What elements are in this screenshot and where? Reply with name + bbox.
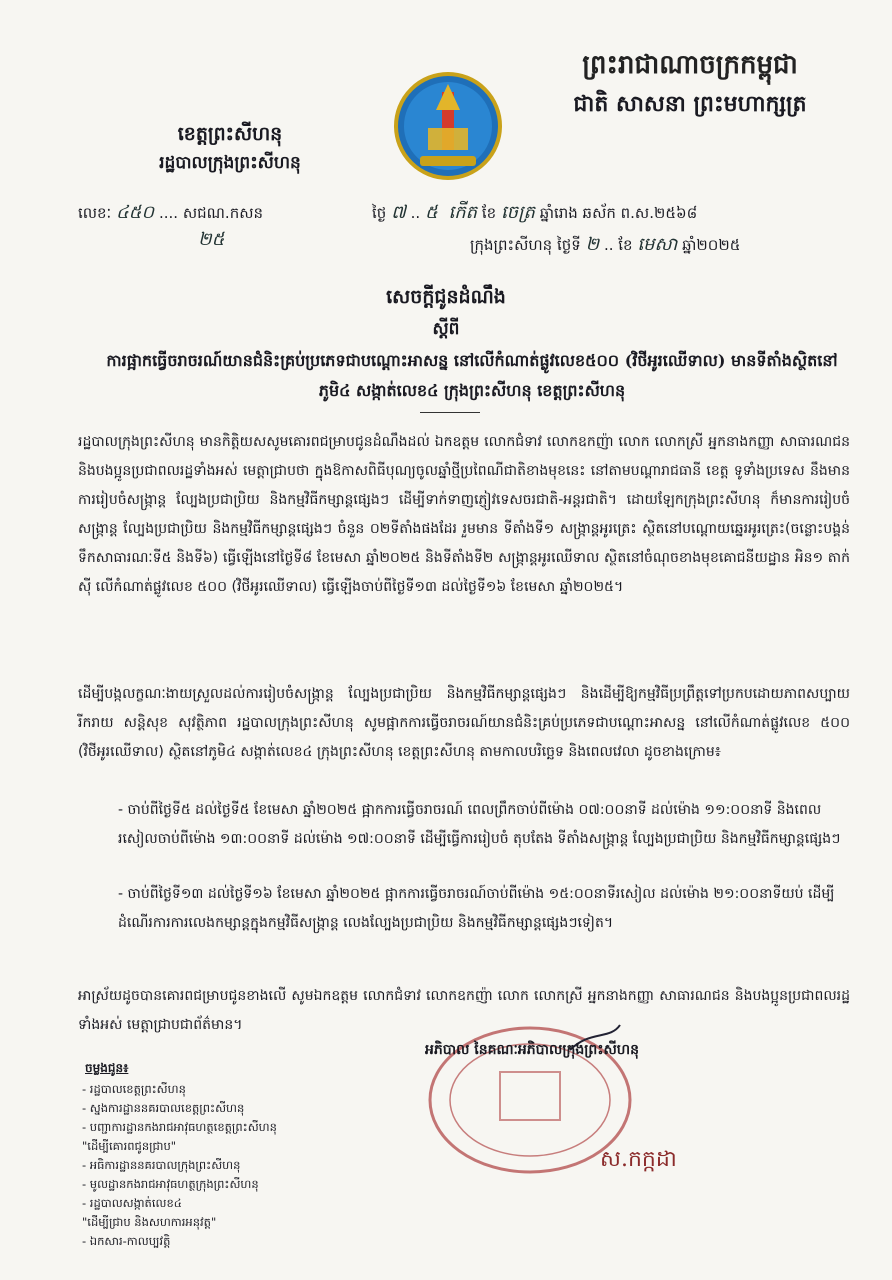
list-item: - រដ្ឋបាលសង្កាត់លេខ៤: [82, 1196, 182, 1210]
lunar-day: ៧: [391, 202, 406, 223]
paragraph-1: រដ្ឋបាលក្រុងព្រះសីហនុ មានកិត្តិយសសូមគោរពជម្រាបជូនដំណឹងដល់ ឯកឧត្តម លោកជំទាវ លោកឧកញ៉ា លោក លោកស្រី អ្នកនាងកញ្ញា សាធារណជន និងបងប្អូនប្រជាពលរដ្ឋទាំងអស់ មេត្តាជ្រាបថា ក្នុងឱកាសពិធីបុណ្យចូលឆ្នាំថ្មីប្រពៃណីជាតិខាងមុខនេះ នៅតាមបណ្តារាជធានី ខេត្ត ទូទាំងប្រទេស នឹងមានការរៀបចំសង្ក្រាន្ត ល្បែងប្រជាប្រិយ និងកម្មវិធីកម្សាន្តផ្សេងៗ ដើម្បីទាក់ទាញភ្ញៀវទេសចរជាតិ-អន្តរជាតិ។ ដោយឡែកក្រុងព្រះសីហនុ ក៏មានការរៀបចំសង្ក្រាន្ត ល្បែងប្រជាប្រិយ និងកម្មវិធីកម្សាន្តផ្សេងៗ ចំនួន ០២ទីតាំងផងដែរ រួមមាន ទីតាំងទី១ សង្ក្រាន្តអូរត្រេះ ស្ថិតនៅបណ្តោយឆ្នេរអូរត្រេះ(ចន្លោះបង្គន់ទឹកសាធារណៈទី៥ និងទី៦) ធ្វើឡើងនៅថ្ងៃទី៨ ខែមេសា ឆ្នាំ២០២៥ និងទីតាំងទី២ សង្ក្រាន្តអូរឈើទាល ស្ថិតនៅចំណុចខាងមុខគោជនីយដ្ឋាន អិន១ តាក់ស៊ី លើកំណាត់ផ្លូវលេខ ៥០០ (វិថីអូរឈើទាល) ធ្វើឡើងចាប់ពីថ្ងៃទី១៣ ដល់ថ្ងៃទី១៦ ខែមេសា ឆ្នាំ២០២៥។: [78, 434, 850, 595]
city-month-label: ខែ: [618, 236, 633, 254]
bullet-1: - ចាប់ពីថ្ងៃទី៥ ដល់ថ្ងៃទី៥ ខែមេសា ឆ្នាំ២០២៥ ផ្អាកការធ្វើចរាចរណ៍ ពេលព្រឹកចាប់ពីម៉ោង ០៧:០០នាទី ដល់ម៉ោង ១១:០០នាទី និងពេលរសៀលចាប់ពីម៉ោង ១៣:០០នាទី ដល់ម៉ោង ១៧:០០នាទី ដើម្បីធ្វើការរៀបចំ តុបតែង ទីតាំងសង្ក្រាន្ត ល្បែងប្រជាប្រិយ និងកម្មវិធីកម្សាន្តផ្សេងៗ: [118, 802, 841, 847]
list-item: "ដើម្បីជ្រាប និងសហការអនុវត្ត": [82, 1215, 217, 1229]
list-item: - អធិការដ្ឋាននគរបាលក្រុងព្រះសីហនុ: [82, 1158, 241, 1172]
list-item: - ស្នងការដ្ឋាននគរបាលខេត្តព្រះសីហនុ: [82, 1101, 245, 1115]
emblem-icon: [392, 70, 504, 182]
kingdom-heading: ព្រះរាជាណាចក្រកម្ពុជា: [582, 50, 798, 80]
subject-label: ស្តីពី: [432, 319, 460, 339]
province-heading: ខេត្តព្រះសីហនុ: [177, 123, 283, 145]
title-divider: [420, 412, 480, 413]
ref-number: ៤៥០: [115, 202, 155, 223]
signatory-title: អភិបាល នៃគណៈអភិបាលក្រុងព្រះសីហនុ: [425, 1042, 640, 1058]
ref-label: លេខៈ: [78, 204, 112, 222]
lunar-date-line: ថ្ងៃ ៧ .. ៥ កើត ខែ ចេត្រ ឆ្នាំរោង ឆស័ក ព.ស.២៥៦៨: [372, 202, 698, 223]
city-date-label: ក្រុងព្រះសីហនុ ថ្ងៃទី: [470, 236, 581, 254]
lunar-date: ៥ កើត: [424, 202, 478, 223]
list-item: "ដើម្បីគោរពជូនជ្រាប": [82, 1139, 177, 1153]
lunar-year: ឆ្នាំរោង ឆស័ក ព.ស.២៥៦៨: [539, 204, 698, 222]
city-month: មេសា: [637, 234, 678, 255]
lunar-month: ចេត្រ: [500, 202, 535, 223]
paragraph-3: អាស្រ័យដូចបានគោរពជម្រាបជូនខាងលើ សូមឯកឧត្តម លោកជំទាវ លោកឧកញ៉ា លោក លោកស្រី អ្នកនាងកញ្ញា សាធារណជន និងបងប្អូនប្រជាពលរដ្ឋទាំងអស់ មេត្តាជ្រាបជាព័ត៌មាន។: [78, 988, 850, 1033]
recipients-list: [82, 1080, 277, 1251]
city-date-line: ក្រុងព្រះសីហនុ ថ្ងៃទី ២ .. ខែ មេសា ឆ្នាំ២០២៥: [470, 234, 741, 255]
paragraph-2: ដើម្បីបង្កលក្ខណៈងាយស្រួលដល់ការរៀបចំសង្ក្រាន្ត ល្បែងប្រជាប្រិយ និងកម្មវិធីកម្សាន្តផ្សេងៗ និងដើម្បីឱ្យកម្មវិធីប្រព្រឹត្តទៅប្រកបដោយភាពសប្បាយរីករាយ សន្តិសុខ សុវត្ថិភាព រដ្ឋបាលក្រុងព្រះសីហនុ សូមផ្អាកការធ្វើចរាចរណ៍យានជំនិះគ្រប់ប្រភេទជាបណ្តោះអាសន្ន នៅលើកំណាត់ផ្លូវលេខ ៥០០ (វិថីអូរឈើទាល) ស្ថិតនៅភូមិ៤ សង្កាត់លេខ៤ ក្រុងព្រះសីហនុ ខេត្តព្រះសីហនុ តាមកាលបរិច្ឆេទ និងពេលវេលា ដូចខាងក្រោម៖: [78, 686, 850, 760]
list-item: - បញ្ជាការដ្ឋានកងរាជអាវុធហត្ថខេត្តព្រះសីហនុ: [82, 1120, 277, 1134]
subject-title: ការផ្អាកធ្វើចរាចរណ៍យានជំនិះគ្រប់ប្រភេទជាបណ្តោះអាសន្ន នៅលើកំណាត់ផ្លូវលេខ៥០០ (វិថីអូរឈើទាល) មានទីតាំងស្ថិតនៅភូមិ៤ សង្កាត់លេខ៤ ក្រុងព្រះសីហនុ ខេត្តព្រះសីហនុ: [106, 351, 838, 400]
city-admin-heading: រដ្ឋបាលក្រុងព្រះសីហនុ: [159, 153, 301, 173]
signatory-name: ស.កក្កដា: [600, 1147, 677, 1172]
lunar-month-label: ខែ: [481, 204, 497, 222]
lunar-prefix: ថ្ងៃ: [372, 204, 387, 222]
city-year: ឆ្នាំ២០២៥: [682, 236, 741, 254]
list-item: - មូលដ្ឋានកងរាជអាវុធហត្ថក្រុងព្រះសីហនុ: [82, 1177, 259, 1191]
ref-suffix: សជណ.កសន: [182, 204, 264, 222]
reference-line: លេខៈ ៤៥០ .... សជណ.កសន ២៥: [78, 200, 263, 254]
ref-sub: ២៥: [198, 229, 225, 250]
national-motto: ជាតិ សាសនា ព្រះមហាក្សត្រ: [573, 91, 807, 117]
document-type: សេចក្តីជូនដំណឹង: [386, 286, 506, 308]
bullet-2: - ចាប់ពីថ្ងៃទី១៣ ដល់ថ្ងៃទី១៦ ខែមេសា ឆ្នាំ២០២៥ ផ្អាកការធ្វើចរាចរណ៍ចាប់ពីម៉ោង ១៥:០០នាទីរសៀល ដល់ម៉ោង ២១:០០នាទីយប់ ដើម្បីដំណើរការការលេងកម្សាន្តក្នុងកម្មវិធីសង្ក្រាន្ត លេងល្បែងប្រជាប្រិយ និងកម្មវិធីកម្សាន្តផ្សេងៗទៀត។: [118, 886, 835, 931]
recipients-heading: ចម្លងជូន៖: [85, 1061, 129, 1075]
city-day: ២: [585, 234, 600, 255]
list-item: - ឯកសារ-កាលប្បវត្តិ: [82, 1234, 171, 1248]
list-item: - រដ្ឋបាលខេត្តព្រះសីហនុ: [82, 1082, 186, 1096]
